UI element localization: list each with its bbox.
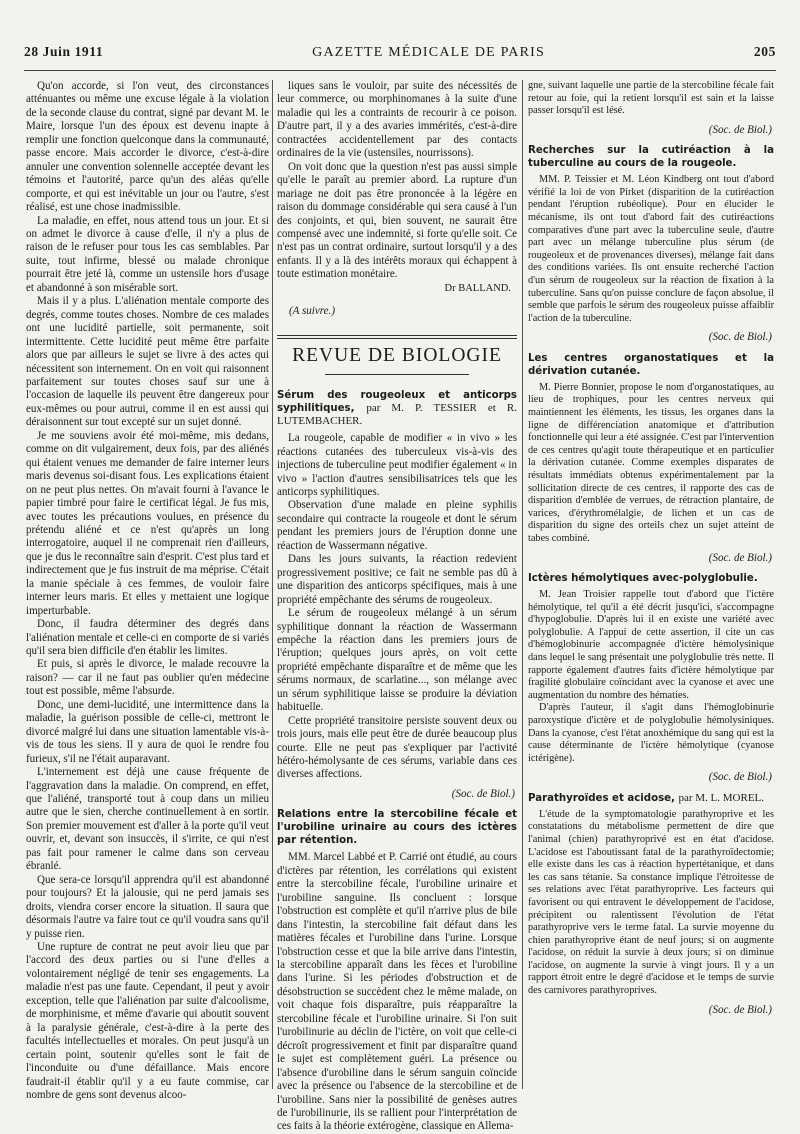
paragraph: Dans les jours suivants, la réaction redevient progressivement positive; ce fait ne semble pas dû à une disparition des anticorps spécifiques, mais à une propriété empêchante des sérums de rougeoleux. bbox=[277, 553, 517, 606]
paragraph: Donc, une demi-lucidité, une intermittence dans la maladie, la guérison possible de celle-ci, mettront le divorcé malgré lui dans une situation lamentable vis-à-vis de tous les siens. Il y aura de quoi le rendre fou furieux, s'il ne l'était auparavant. bbox=[26, 698, 269, 765]
paragraph: La rougeole, capable de modifier « in vivo » les réactions cutanées des tuberculeux vis-à-vis des injections de tuberculine peut modifier également « in vivo » l'action d'autres sensibilisatrices tels que les anticorps syphilitiques. bbox=[277, 432, 517, 498]
paragraph: Je me souviens avoir été moi-même, mis dedans, comme on dit vulgairement, deux fois, par des aliénés qui étaient venues me demander de faire interner leurs maris devenus soi-disant fous. Les explications étaient on ne peut plus nettes. On m'avait fourni à l'avance le papier timbré pour faire le certificat légal. Je fus mis, avec toutes les précautions voulues, en présence du prétendu aliéné et ce n'est qu'après un long interrogatoire, auquel il ne comprenait rien d'ailleurs, que je dus le reconnaître sain d'esprit. C'est plus tard et indirectement que je fus instruit de ma méprise. C'était la manie spéciale à ces femmes, de vouloir faire interner leurs maris. Et elles y mettaient une logique imperturbable. bbox=[26, 429, 269, 617]
paragraph: gne, suivant laquelle une partie de la stercobiline fécale fait retour au foie, qui la retient lorsqu'il est sain et la laisse passer lorsqu'il est lésé. bbox=[528, 80, 774, 117]
article-authors: par M. L. MOREL. bbox=[678, 791, 765, 804]
paragraph: MM. Marcel Labbé et P. Carrié ont étudié, au cours d'ictères par rétention, les corrélations qui existent entre la stercobiline fécale, l'urobiline urinaire et l'urobiline sanguine. Ils concluent : lorsque l'obstruction est complète et qu'il n'arrive plus de bile dans l'intestin, la stercobiline fait défaut dans les matières fécales et l'urobiline dans l'urine. Lorsque l'obstruction cesse et que la bile arrive dans l'intestin, la stercobiline apparaît dans les fèces et l'urobiline dans l'urine. Si les périodes d'obstruction et de désobstruction se succèdent chez le même malade, on voit chaque fois disparaître, puis réapparaître la stercobiline fécale et l'urobiline urinaire. Si l'on suit l'urobilinurie au déclin de l'ictère, on voit que celle-ci décroît progressivement et finit par disparaître quand le sujet est complètement guéri. La présence ou l'absence d'urobiline dans le sérum sanguin coïncide avec la présence ou l'absence de la stercobiline et de l'urobiline. Sans nier la possibilité de genèses autres de l'urobilinurie, ils se rallient pour l'interprétation de ces faits à la théorie extérogène, classique en Allema- bbox=[277, 851, 517, 1133]
paragraph: Donc, il faudra déterminer des degrés dans l'aliénation mentale et celle-ci en comporte de si variés qu'il sera bien difficile d'en établir les limites. bbox=[26, 618, 269, 658]
column-2 bbox=[277, 80, 517, 1133]
column-3 bbox=[528, 80, 774, 1097]
page-header bbox=[24, 44, 776, 71]
article-authors: par M. P. TESSIER et R. LUTEMBACHER. bbox=[277, 402, 517, 428]
to-be-continued: (A suivre.) bbox=[289, 305, 336, 318]
article-title-text: Sérum des rougeoleux et anticorps syphilitiques, bbox=[277, 390, 517, 415]
article-source: (Soc. de Biol.) bbox=[708, 331, 772, 344]
paragraph: liques sans le vouloir, par suite des nécessités de leur commerce, ou morphinomanes à la suite d'une maladie qui les a contraints de recourir à ce poison. D'autre part, il y a des avaries immérités, c'est-à-dire contractées accidentellement par des contacts ordinaires de la vie (ustensiles, nourrissons). bbox=[277, 80, 517, 160]
paragraph: Cette propriété transitoire persiste souvent deux ou trois jours, mais elle peut être de durée beaucoup plus courte. Elle ne peut pas s'expliquer par l'activité hétéro-hémolysante de ces sérums, variable dans ces diverses affections. bbox=[277, 714, 517, 781]
article-title bbox=[528, 792, 774, 805]
paragraph: M. Pierre Bonnier, propose le nom d'organostatiques, au lieu de trophiques, pour les centres nerveux qui maintiennent les éléments, les tissus, les organes dans la ligne de différenciation anatomique et d'attribution fonctionnelle qui leur a été assignée. C'est par l'intervention de ces centres qu'agit toute thérapeutique et en particulier la dérivation cutanée. Comme exemples disparates de résultats immédiats obtenus expérimentalement par la sollicitation directe de ces centres, il rapporte des cas de disparition d'emblée de verrues, de rétraction plantaire, de varices, d'érythromélalgie, de lichen et un cas de disparition du signe des orteils chez un sujet atteint de tabes combiné. bbox=[528, 381, 774, 544]
paragraph: Une rupture de contrat ne peut avoir lieu que par l'accord des deux parties ou si l'une d'elles a volontairement négligé de tenir ses engagements. La maladie n'est pas une faute. Cependant, il peut y avoir exception, telle que l'aliénation par suite d'alcoolisme, de morphinisme, et même d'avarie qui aboutit souvent à la paralysie générale, c'est-à-dire à la perte des facultés intellectuelles et morales. On peut jusqu'à un certain point, soutenir qu'elles sont le fait de l'inconduite ou d'une défaillance. Mais encore faudrait-il établir qu'il y a eu faute commise, car nombre de gens sont devenus alcoo- bbox=[26, 941, 269, 1101]
title-rule bbox=[325, 374, 469, 375]
paragraph: Que sera-ce lorsqu'il apprendra qu'il est abandonné pour toujours? Et la jalousie, qui ne perd jamais ses droits, viendra corser encore la situation. Il saura que désormais l'autre va faire tout ce qu'il voudra sans qu'il y puisse rien. bbox=[26, 873, 269, 940]
section-divider bbox=[277, 335, 517, 339]
paragraph: Mais il y a plus. L'aliénation mentale comporte des degrés, comme toutes choses. Nombre de ces malades ont une lucidité partielle, soit permanente, soit intermittente. Cette lucidité peut même être parfaite alors que par ailleurs le sujet se livre à des actes qui nécessitent son internement. On en voit qui raisonnent parfaitement sur toutes choses sauf sur une à l'occasion de laquelle ils peuvent être dangereux pour eux-mêmes ou pour autrui, comme il en est aussi qui déraisonnent sur tout excepté sur un sujet donné. bbox=[26, 295, 269, 429]
article-source: (Soc. de Biol.) bbox=[708, 123, 772, 136]
paragraph: Observation d'une malade en pleine syphilis secondaire qui contracte la rougeole et dont le sérum pendant les premiers jours de l'éruption donne une réaction de Wassermann négative. bbox=[277, 499, 517, 552]
paragraph: MM. P. Teissier et M. Léon Kindberg ont tout d'abord vérifié la loi de von Pirket (disparition de la cutiréaction pendant l'éruption rubéolique). Pour en élucider le mécanisme, ils ont tout d'abord fait des cutiréactions comparatives d'une part avec la tuberculine seule, d'autre part avec un mélange tuberculine plus sérum (de rougeoleux et de provenances diverses), mélange fait dans des conditions variées. Ils ont ensuite recherché l'action d'un sérum de rougeoleux sur la réaction de fixation à la tuberculine. Sans qu'on puisse conclure de façon absolue, il semble que parfois le sérum des rougeoleux puisse affaiblir l'action de la tuberculine. bbox=[528, 174, 774, 324]
column-divider bbox=[522, 80, 523, 1089]
article-title: Recherches sur la cutiréaction à la tuberculine au cours de la rougeole. bbox=[528, 145, 774, 170]
paragraph: Et puis, si après le divorce, le malade recouvre la raison? — car il ne faut pas oublier qu'en médecine tout est possible, même l'absurde. bbox=[26, 658, 269, 698]
article-title-text: Parathyroïdes et acidose, bbox=[528, 792, 675, 804]
author-signature: Dr BALLAND. bbox=[444, 282, 511, 294]
paragraph: Le sérum de rougeoleux mélangé à un sérum syphilitique donnant la réaction de Wassermann empêche la réaction dans les premiers jours de l'éruption; quelques jours après, on voit cette propriété empêchante disparaître et de même que les sérums normaux, de scarlatine..., son mélange avec un sérum syphilitique laisse se produire la déviation habituelle. bbox=[277, 607, 517, 714]
paragraph: D'après l'auteur, il s'agit dans l'hémoglobinurie paroxystique d'ictère et de polyglobulie hémolysiniques. Dans la cyanose, c'est l'état anoxhémique du sang qui est la cause déterminante de l'ictère hémolytique (cyanose ictérigène). bbox=[528, 702, 774, 764]
article-source: (Soc. de Biol.) bbox=[451, 787, 515, 800]
section-title: REVUE DE BIOLOGIE bbox=[292, 344, 502, 366]
paragraph: L'étude de la symptomatologie parathyroprive et les constatations du métabolisme permettent de dire que l'animal (chien) parathyroprivé est en état d'acidose. L'acidose est l'aboutissant fatal de la parathyroïdectomie; elle existe dans les cas à réaction hypertétanique, et dans les cas sans tétanie. Sa constance implique l'étroitesse de ses relations avec l'état parathyroprive. Les facteurs qui favorisent ou qui entravent le développement de l'acidose, précipitent ou ralentissent l'évolution de l'état parathyroprive vers le terme fatal. La survie moyenne du chien parathyroprive étant de neuf jours; si on augmente l'acidose, on réduit la survie à deux jours; si on diminue l'acidose, on augmente la survie à vingt jours. Il y a un rapport étroit entre le degré d'acidose et le temps de survie des carnivores parathyroprives. bbox=[528, 808, 774, 997]
article-title: Les centres organostatiques et la dérivation cutanée. bbox=[528, 352, 774, 377]
paragraph: On voit donc que la question n'est pas aussi simple qu'elle le paraît au premier abord. La rupture d'un mariage ne doit pas être prononcée à la légère en raison du dommage considérable qui sera causé à l'un des conjoints, et qui, bien souvent, ne saurait être compensé avec une indemnité, si forte qu'elle soit. Ce n'est pas un contrat ordinaire, surtout lorsqu'il y a des enfants. Il y a là des intérêts moraux qui échappent à toute estimation monétaire. bbox=[277, 160, 517, 281]
page-number: 205 bbox=[753, 44, 776, 59]
issue-date: 28 Juin 1911 bbox=[24, 44, 104, 59]
article-title: Relations entre la stercobiline fécale et l'urobiline urinaire au cours des ictères par rétention. bbox=[277, 809, 517, 847]
article-source: (Soc. de Biol.) bbox=[708, 771, 772, 784]
article-source: (Soc. de Biol.) bbox=[708, 551, 772, 564]
article-title: Ictères hémolytiques avec-polyglobulie. bbox=[528, 572, 758, 584]
journal-title: GAZETTE MÉDICALE DE PARIS bbox=[312, 45, 546, 60]
paragraph: L'internement est déjà une cause fréquente de l'aggravation dans la maladie. On comprend, en effet, que l'aliéné, transporté tout à coup dans un milieu autre que le sien, cherche continuellement à en sortir. Son premier mouvement est d'aller à la porte qu'il veut ouvrir, et, devant son insuccès, il s'irrite, ce qui n'est pas fait pour ramener le calme dans son cerveau ébranlé. bbox=[26, 766, 269, 873]
column-1 bbox=[26, 80, 269, 1101]
article-title bbox=[277, 389, 517, 428]
paragraph: Qu'on accorde, si l'on veut, des circonstances atténuantes ou même une excuse légale à la violation de la seconde clause du contrat, signé par devant M. le Maire, lorsque l'un des époux est devenu inapte à remplir une fonction quelconque dans la communauté, passe encore. Mais accorder le divorce, c'est-à-dire annuler une convention solennelle acceptée devant les témoins et l'autorité, parce qu'un des aléas qu'elle comporte, et qui est inévitable un jour ou l'autre, s'est réalisé, est une chose inadmissible. bbox=[26, 80, 269, 214]
article-source: (Soc. de Biol.) bbox=[708, 1003, 772, 1016]
paragraph: M. Jean Troisier rappelle tout d'abord que l'ictère hémolytique, tel qu'il a été décrit jusqu'ici, s'accompagne d'hypoglobulie. D'après lui il en existe une variété avec polyglobulie. A l'appui de cette assertion, il cite un cas d'hémoglobinurie accompagnée d'ictère hémolysinique dans lequel le sang présentait une polyglobulie très nette. Il rapporte également d'autres faits d'ictère hémolytique par fragilité globulaire coïncidant avec la cyanose et avec une augmentation du nombre des hématies. bbox=[528, 588, 774, 701]
paragraph: La maladie, en effet, nous attend tous un jour. Et si on admet le divorce à cause d'elle, il n'y a plus de raison de le refuser pour tous les cas semblables. Par suite, tout infirme, blessé ou malade chronique pourrait être jeté là, comme un ustensile hors d'usage et abandonné à son misérable sort. bbox=[26, 214, 269, 294]
column-divider bbox=[272, 80, 273, 1089]
